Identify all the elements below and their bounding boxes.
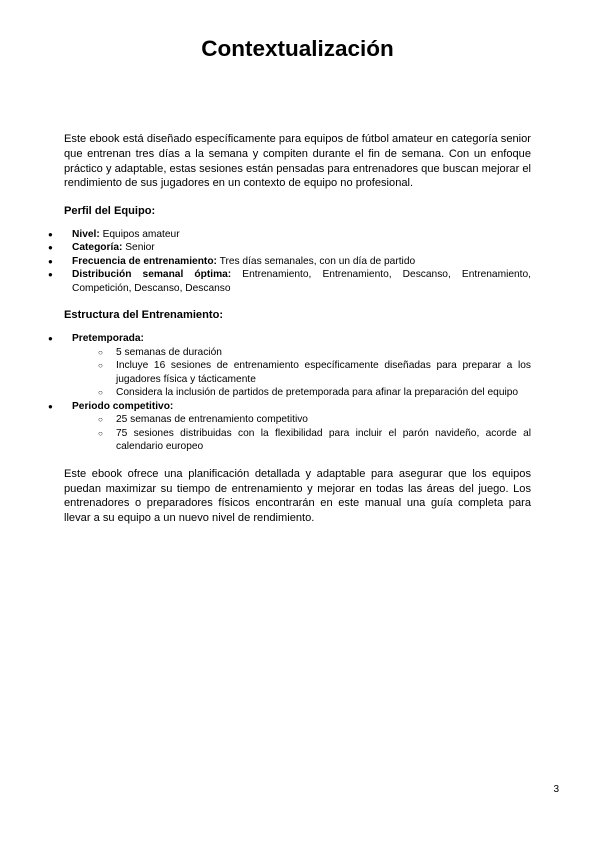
estructura-item-periodo-competitivo [64,400,531,454]
perfil-item-value: Entrenamiento, Entrenamiento, Descanso, Entrenamiento, Competición, Descanso, Descanso [72,269,531,294]
perfil-item-nivel [64,228,531,242]
closing-paragraph: Este ebook ofrece una planificación detallada y adaptable para asegurar que los equipos puedan maximizar su tiempo de entrenamiento y mejorar en todas las áreas del juego. Los entrenadores o preparadores físicos encontrarán en este manual una guía completa para llevar a su equipo a un nuevo nivel de rendimiento. [64,467,531,525]
estructura-item-label: Pretemporada: [72,333,144,345]
perfil-item-distribucion [64,268,531,295]
perfil-item-value: Senior [125,242,155,254]
perfil-list [64,228,531,296]
estructura-heading: Estructura del Entrenamiento: [64,309,224,322]
page-number: 3 [553,784,559,795]
page-title: Contextualización [201,36,394,61]
page-content [64,132,531,526]
perfil-item-frecuencia [64,255,531,269]
perfil-heading: Perfil del Equipo: [64,205,156,218]
intro-paragraph: Este ebook está diseñado específicamente para equipos de fútbol amateur en categoría senior que entrenan tres días a la semana y compiten durante el fin de semana. Con un enfoque práctico y adaptable, estas sesiones están pensadas para entrenadores que buscan mejorar el rendimiento de sus jugadores en un contexto de equipo no profesional. [64,133,531,190]
perfil-item-categoria [64,241,531,255]
estructura-item-pretemporada [64,332,531,400]
periodo-competitivo-sublist [72,413,531,454]
sublist-item: ○ Considera la inclusión de partidos de pretemporada para afinar la preparación del equipo [72,386,531,400]
sublist-item: ○ Incluye 16 sesiones de entrenamiento específicamente diseñadas para preparar a los jugadores física y tácticamente [72,359,531,386]
sublist-item: ○ 75 sesiones distribuidas con la flexibilidad para incluir el parón navideño, acorde al calendario europeo [72,427,531,454]
sublist-item: ○ 25 semanas de entrenamiento competitivo [72,413,531,427]
pretemporada-sublist [72,346,531,400]
perfil-item-label: Categoría: [72,242,123,254]
estructura-item-label: Periodo competitivo: [72,400,174,412]
perfil-item-label: Frecuencia de entrenamiento: [72,255,217,267]
sublist-item: ○ 5 semanas de duración [72,346,531,360]
perfil-item-value: Equipos amateur [102,228,180,240]
perfil-item-label: Nivel: [72,228,100,240]
perfil-item-label: Distribución semanal óptima: [72,269,232,281]
estructura-list [64,332,531,454]
perfil-item-value: Tres días semanales, con un día de partido [219,255,416,267]
